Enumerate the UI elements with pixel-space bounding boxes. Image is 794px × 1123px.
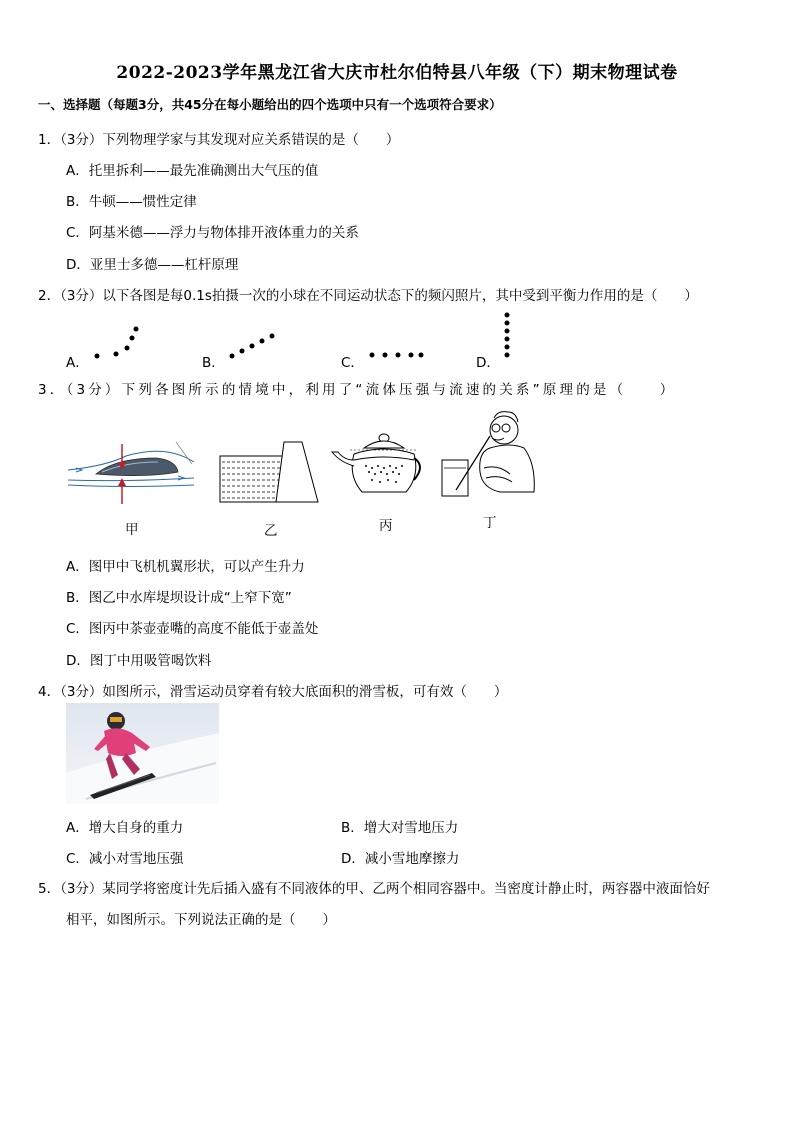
- question-3-option-d[interactable]: D．图丁中用吸管喝饮料: [66, 653, 212, 669]
- question-1-option-d[interactable]: D．亚里士多德——杠杆原理: [66, 257, 239, 273]
- figure-yi-dam: [218, 440, 323, 506]
- question-1-option-a[interactable]: A．托里拆利——最先准确测出大气压的值: [66, 163, 319, 179]
- question-3-option-a[interactable]: A．图甲中飞机机翼形状，可以产生升力: [66, 559, 305, 575]
- question-4-stem: 4．（3分）如图所示，滑雪运动员穿着有较大底面积的滑雪板，可有效（ ）: [38, 684, 508, 700]
- figure-jia-wing: [66, 440, 200, 510]
- question-3-option-c[interactable]: C．图丙中茶壶壶嘴的高度不能低于壶盖处: [66, 621, 319, 637]
- question-4-option-d[interactable]: D．减小雪地摩擦力: [341, 851, 460, 867]
- question-4-option-a[interactable]: A．增大自身的重力: [66, 820, 184, 836]
- page-title: 2022-2023学年黑龙江省大庆市杜尔伯特县八年级（下）期末物理试卷: [116, 63, 678, 83]
- strobe-photo-c: [366, 348, 436, 362]
- question-3-stem: 3．（3分）下列各图所示的情境中，利用了“流体压强与流速的关系”原理的是（ ）: [38, 382, 677, 398]
- question-5-stem-line-2: 相平，如图所示。下列说法正确的是（ ）: [66, 912, 336, 928]
- strobe-photo-a: [90, 322, 150, 362]
- figure-label-ding: 丁: [483, 515, 497, 531]
- question-2-option-d-label[interactable]: D．: [476, 355, 500, 371]
- question-1-option-b[interactable]: B．牛顿——惯性定律: [66, 194, 197, 210]
- question-1-option-c[interactable]: C．阿基米德——浮力与物体排开液体重力的关系: [66, 225, 359, 241]
- strobe-photo-b: [226, 330, 286, 360]
- strobe-photo-d: [500, 310, 514, 364]
- figure-ding-drinking-straw: [438, 408, 538, 500]
- question-2-stem: 2．（3分）以下各图是每0.1s拍摄一次的小球在不同运动状态下的频闪照片，其中受到平衡力作用的是（ ）: [38, 288, 698, 304]
- question-1-stem: 1．（3分）下列物理学家与其发现对应关系错误的是（ ）: [38, 132, 400, 148]
- section-heading: 一、选择题（每题3分，共45分在每小题给出的四个选项中只有一个选项符合要求）: [38, 97, 502, 112]
- figure-label-jia: 甲: [125, 522, 139, 538]
- figure-label-yi: 乙: [264, 523, 278, 539]
- question-2-option-a-label[interactable]: A．: [66, 355, 89, 371]
- question-2-option-b-label[interactable]: B．: [202, 355, 225, 371]
- question-5-stem-line-1: 5．（3分）某同学将密度计先后插入盛有不同液体的甲、乙两个相同容器中。当密度计静止时，两容器中液面恰好: [38, 881, 710, 897]
- figure-bing-teapot: [330, 430, 420, 502]
- figure-label-bing: 丙: [379, 518, 393, 534]
- snowboarder-photo: [66, 703, 219, 804]
- question-2-option-c-label[interactable]: C．: [341, 355, 364, 371]
- question-4-option-c[interactable]: C．减小对雪地压强: [66, 851, 184, 867]
- question-4-option-b[interactable]: B．增大对雪地压力: [341, 820, 459, 836]
- question-3-option-b[interactable]: B．图乙中水库堤坝设计成“上窄下宽”: [66, 590, 292, 606]
